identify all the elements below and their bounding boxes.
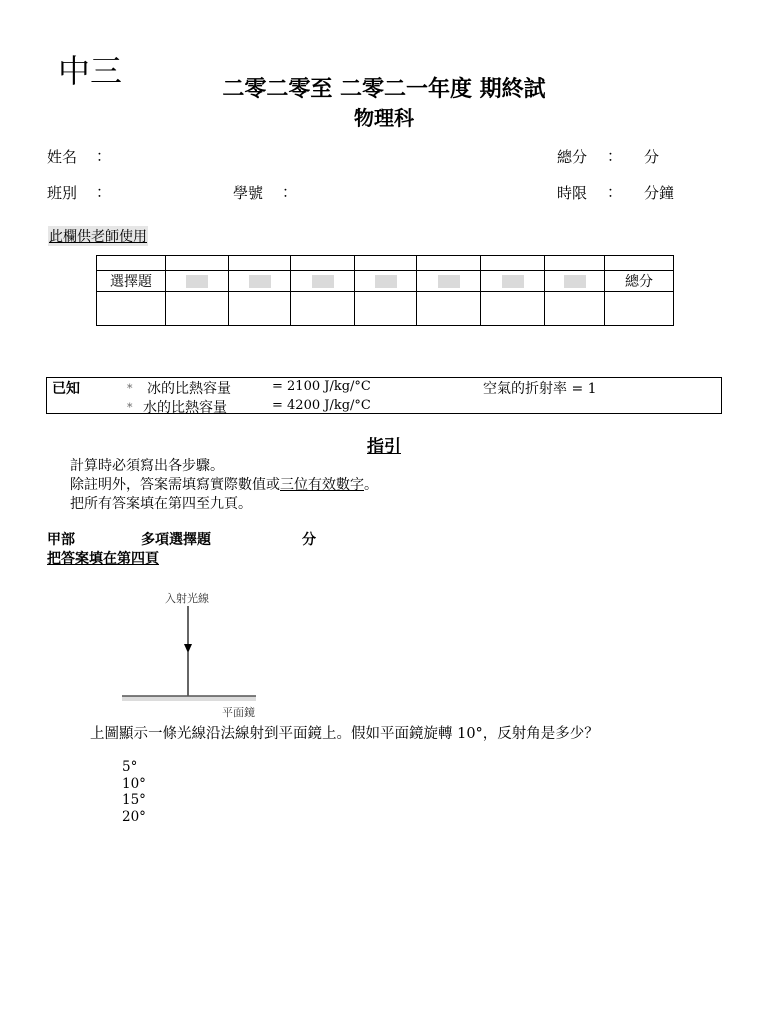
shaded-box <box>375 275 397 288</box>
section-unit: 分 <box>302 532 316 548</box>
guide-line-1: 計算時必須寫出各步驟。 <box>70 458 224 474</box>
guide-title: 指引 <box>367 437 401 457</box>
score-entry-cell[interactable] <box>166 292 229 326</box>
score-cell <box>291 256 355 271</box>
class-colon: ： <box>96 183 112 201</box>
ice-heat-label: 冰的比熱容量 <box>147 381 231 397</box>
shaded-box <box>249 275 271 288</box>
option-b[interactable]: 10° <box>122 776 146 792</box>
guide-line-2-underline: 三位有效數字 <box>280 477 364 493</box>
total-colon: ： <box>607 147 623 165</box>
score-cell <box>605 256 674 271</box>
score-entry-cell[interactable] <box>97 292 166 326</box>
score-cell <box>355 271 417 292</box>
guide-line-2 <box>70 474 378 494</box>
subject-title: 物理科 <box>354 106 414 130</box>
student-no-label: 學號 <box>233 184 264 202</box>
score-cell <box>97 256 166 271</box>
score-table-label-row <box>97 271 674 292</box>
mirror-label: 平面鏡 <box>222 706 255 719</box>
guide-line-3: 把所有答案填在第四至九頁。 <box>70 496 252 512</box>
option-c[interactable]: 15° <box>122 792 146 808</box>
water-heat-value: = 4200 J/kg/°C <box>272 398 371 413</box>
score-cell <box>545 256 605 271</box>
ice-heat-value: = 2100 J/kg/°C <box>272 379 371 394</box>
score-table-entry-row <box>97 292 674 326</box>
score-cell <box>355 256 417 271</box>
question-text: 上圖顯示一條光線沿法線射到平面鏡上。假如平面鏡旋轉 10°，反射角是多少？ <box>90 726 599 742</box>
shaded-box <box>312 275 334 288</box>
score-cell <box>481 256 545 271</box>
score-entry-cell[interactable] <box>355 292 417 326</box>
score-cell <box>166 256 229 271</box>
score-entry-cell[interactable] <box>417 292 481 326</box>
shaded-box <box>564 275 586 288</box>
time-unit: 分鐘 <box>644 184 675 202</box>
score-cell <box>291 271 355 292</box>
guide-line-2-post: 。 <box>364 477 378 493</box>
score-cell <box>166 271 229 292</box>
teacher-use-label: 此欄供老師使用 <box>48 226 148 246</box>
name-colon: ： <box>96 147 112 165</box>
mirror-diagram <box>118 600 268 710</box>
time-label: 時限 <box>557 184 588 202</box>
score-entry-cell[interactable] <box>605 292 674 326</box>
score-cell <box>545 271 605 292</box>
score-entry-cell[interactable] <box>291 292 355 326</box>
student-no-colon: ： <box>282 183 298 201</box>
total-unit: 分 <box>644 148 660 166</box>
score-entry-cell[interactable] <box>229 292 291 326</box>
section-type: 多項選擇題 <box>141 532 211 548</box>
class-label: 班別 <box>47 184 78 202</box>
arrow-down-icon <box>184 644 192 653</box>
score-entry-cell[interactable] <box>481 292 545 326</box>
star-icon: * <box>127 382 133 395</box>
shaded-box <box>438 275 460 288</box>
shaded-box <box>502 275 524 288</box>
time-colon: ： <box>607 183 623 201</box>
shaded-box <box>186 275 208 288</box>
score-entry-cell[interactable] <box>545 292 605 326</box>
given-label: 已知 <box>52 381 80 397</box>
mc-label-cell: 選擇題 <box>97 271 166 292</box>
score-table <box>96 255 674 326</box>
score-cell <box>417 271 481 292</box>
guide-line-2-pre: 除註明外，答案需填寫實際數值或 <box>70 477 280 493</box>
option-a[interactable]: 5° <box>122 759 138 775</box>
incident-ray-label: 入射光線 <box>165 592 209 605</box>
exam-title: 二零二零至 二零二一年度 期終試 <box>222 77 546 102</box>
total-label: 總分 <box>557 148 588 166</box>
score-table-header-row <box>97 256 674 271</box>
grade-label: 中三 <box>58 52 123 90</box>
score-cell <box>229 271 291 292</box>
water-heat-label: 水的比熱容量 <box>143 400 227 416</box>
score-cell <box>481 271 545 292</box>
score-cell <box>417 256 481 271</box>
section-part: 甲部 <box>47 532 75 548</box>
section-instruction: 把答案填在第四頁 <box>47 551 159 567</box>
score-cell <box>229 256 291 271</box>
total-label-cell: 總分 <box>605 271 674 292</box>
refraction-index: 空氣的折射率 = 1 <box>483 381 597 397</box>
option-d[interactable]: 20° <box>122 809 146 825</box>
name-label: 姓名 <box>47 148 78 166</box>
star-icon: * <box>127 401 133 414</box>
